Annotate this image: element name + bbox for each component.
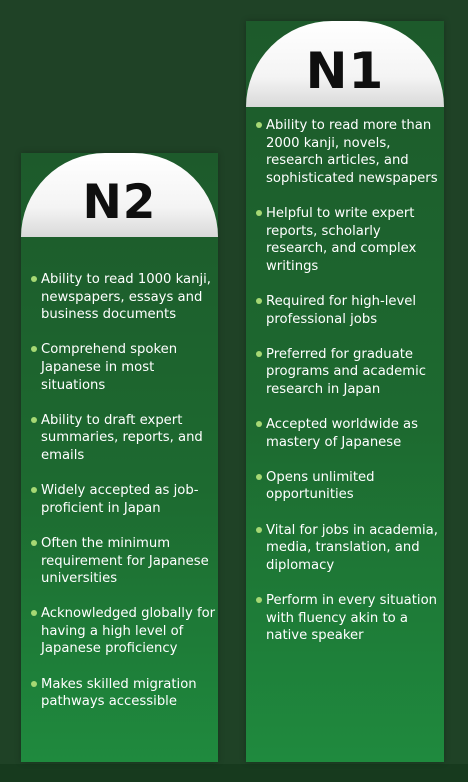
bullet-dot-icon [31, 540, 37, 546]
n1-point-text: Ability to read more than 2000 kanji, novels, research articles, and sophisticated newspapers [266, 118, 438, 186]
list-item [31, 341, 216, 394]
list-item [256, 117, 442, 187]
n2-level-title: N2 [82, 174, 157, 230]
list-item [31, 482, 216, 517]
bullet-dot-icon [256, 351, 262, 357]
bullet-dot-icon [256, 474, 262, 480]
n1-point-text: Accepted worldwide as mastery of Japanese [266, 417, 419, 450]
n2-point-text: Ability to read 1000 kanji, newspapers, essays and business documents [41, 272, 211, 323]
n2-point-text: Ability to draft expert summaries, reports, and emails [41, 412, 203, 463]
n2-point-text: Makes skilled migration pathways accessible [41, 676, 197, 710]
list-item [31, 535, 216, 588]
list-item [256, 205, 442, 275]
n1-point-text: Preferred for graduate programs and academic research in Japan [266, 346, 427, 397]
list-item [31, 412, 216, 465]
n2-header-cap [21, 153, 218, 237]
background-footer-band [0, 764, 468, 782]
list-item [256, 416, 442, 451]
bullet-dot-icon [31, 346, 37, 352]
list-item [256, 293, 442, 328]
list-item [256, 346, 442, 399]
bullet-dot-icon [256, 122, 262, 128]
n1-point-text: Vital for jobs in academia, media, translation, and diplomacy [266, 522, 438, 573]
n2-point-text: Often the minimum requirement for Japanese universities [41, 535, 209, 587]
n2-points-list [31, 271, 216, 728]
bullet-dot-icon [256, 527, 262, 533]
bullet-dot-icon [31, 610, 37, 616]
list-item [256, 522, 442, 575]
n1-point-text: Required for high-level professional jobs [266, 293, 417, 327]
n2-point-text: Widely accepted as job-proficient in Japan [41, 483, 199, 516]
n1-header-cap [246, 21, 444, 107]
bullet-dot-icon [31, 487, 37, 493]
n1-point-text: Helpful to write expert reports, scholarly research, and complex writings [266, 205, 417, 274]
bullet-dot-icon [31, 276, 37, 282]
bullet-dot-icon [256, 210, 262, 216]
list-item [31, 676, 216, 711]
bullet-dot-icon [256, 298, 262, 304]
bullet-dot-icon [31, 681, 37, 687]
list-item [256, 469, 442, 504]
bullet-dot-icon [31, 417, 37, 423]
list-item [31, 605, 216, 658]
n1-level-title: N1 [305, 42, 385, 100]
list-item [256, 592, 442, 645]
bullet-dot-icon [256, 421, 262, 427]
list-item [31, 271, 216, 324]
n1-points-list [256, 117, 442, 662]
n1-point-text: Opens unlimited opportunities [266, 469, 375, 503]
n1-card [246, 21, 444, 762]
n1-point-text: Perform in every situation with fluency akin to a native speaker [266, 593, 438, 644]
n2-point-text: Acknowledged globally for having a high level of Japanese proficiency [41, 606, 216, 657]
n2-point-text: Comprehend spoken Japanese in most situations [41, 342, 178, 393]
bullet-dot-icon [256, 597, 262, 603]
n2-card [21, 153, 218, 762]
